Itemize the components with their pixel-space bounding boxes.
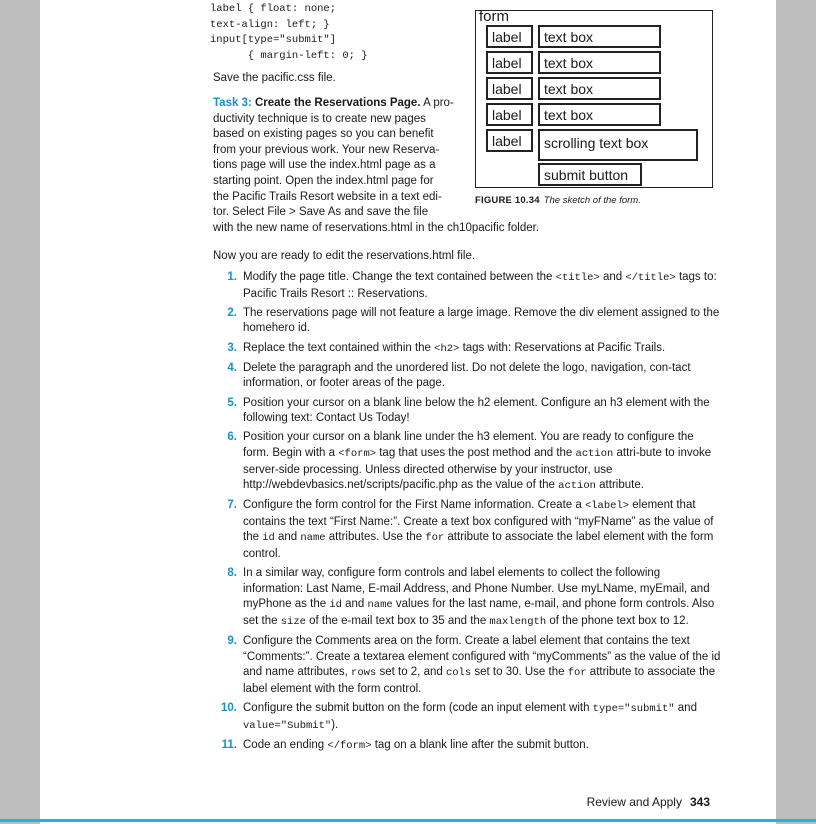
- step-text: attributes. Use the: [325, 531, 426, 544]
- step-text: Modify the page title. Change the text contained between the: [243, 271, 556, 283]
- sketch-text-box: text box: [538, 25, 661, 48]
- inline-code: </title>: [625, 272, 676, 284]
- figure-caption-text: The sketch of the form.: [543, 195, 641, 206]
- step-number: 9.: [227, 635, 237, 648]
- step-item: [213, 396, 723, 427]
- step-number: 3.: [227, 341, 237, 354]
- sketch-scrolling-text-box: scrolling text box: [538, 129, 698, 161]
- step-item: [213, 306, 723, 337]
- step-number: 10.: [221, 702, 237, 715]
- inline-code: id: [262, 532, 275, 545]
- step-item: [213, 738, 723, 755]
- step-text: Configure the submit button on the form (code an input element with: [243, 702, 593, 715]
- step-text: of the e-mail text box to 35 and the: [305, 615, 490, 628]
- step-number: 8.: [227, 567, 237, 580]
- step-number: 6.: [227, 431, 237, 444]
- step-number: 2.: [227, 306, 237, 319]
- task-label: Task 3:: [213, 97, 252, 109]
- inline-code: action: [558, 480, 596, 493]
- sketch-text-box: text box: [538, 51, 661, 74]
- sketch-text-box: text box: [538, 103, 661, 126]
- step-text: tags to: Pacific Trails Resort :: Reservations.: [243, 271, 717, 300]
- step-item: [213, 634, 723, 697]
- code-line: label { float: none;: [210, 3, 337, 15]
- task-line: tor. Select File > Save As and save the file: [213, 206, 429, 219]
- step-text: Code an ending: [243, 738, 328, 751]
- footer-section: Review and Apply: [586, 795, 682, 809]
- inline-code: <h2>: [434, 342, 460, 355]
- inline-code: <label>: [584, 500, 630, 513]
- step-text: and: [341, 598, 368, 611]
- step-number: 1.: [227, 271, 237, 283]
- sketch-title: form: [479, 8, 509, 25]
- footer-rule: [0, 819, 816, 822]
- step-text: ).: [331, 718, 339, 731]
- step-item: [213, 430, 723, 494]
- inline-code: value="Submit": [243, 719, 332, 732]
- sketch-label-box: label: [486, 103, 533, 126]
- step-text: Configure the form control for the First Name information. Create a: [243, 499, 585, 512]
- task-line: ductivity technique is to create new pages: [213, 112, 426, 125]
- sketch-label-box: label: [486, 77, 533, 100]
- sketch-text-box: text box: [538, 77, 661, 100]
- inline-code: cols: [445, 667, 472, 680]
- task-title: Create the Reservations Page.: [254, 97, 421, 109]
- step-text: of the phone text box to 12.: [546, 615, 689, 628]
- task-line: from your previous work. Your new Reserva-: [213, 143, 440, 156]
- step-text: Position your cursor on a blank line below the h2 element. Configure an h3 element with the following text: Contact Us Today!: [243, 396, 710, 425]
- step-text: Configure the Comments area on the form. Create a label element that contains the text “Comments:”. Create a textarea element configured with “myComments” as the value of the id and name attributes,: [243, 635, 721, 679]
- step-text: element that contains the text “First Name:”. Create a text box configured with “myFName” as the value of the: [243, 499, 714, 544]
- step-text: Position your cursor on a blank line under the h3 element. You are ready to configure the form. Begin with a: [243, 431, 694, 459]
- step-item: [213, 341, 723, 358]
- inline-code: name: [367, 599, 393, 612]
- save-css-text: Save the pacific.css file.: [213, 72, 336, 84]
- step-text: set to 2, and: [376, 666, 446, 679]
- step-text: and: [274, 531, 301, 544]
- inline-code: </form>: [327, 739, 372, 752]
- figure-caption: [475, 195, 641, 206]
- css-code-block: [210, 2, 368, 64]
- inline-code: for: [425, 532, 445, 545]
- task-line: starting point. Open the index.html page for: [213, 174, 434, 187]
- inline-code: name: [300, 532, 326, 545]
- step-text: Replace the text contained within the: [243, 341, 435, 354]
- step-text: Delete the paragraph and the unordered list. Do not delete the logo, navigation, con-tact information, or footer areas of the page.: [243, 361, 691, 390]
- inline-code: id: [329, 599, 342, 612]
- step-number: 7.: [227, 499, 237, 512]
- sketch-submit-button: submit button: [538, 163, 642, 186]
- step-text: In a similar way, configure form controls and label elements to collect the following information: Last Name, E-mail Address, and Phone Number. Use myLName, myEmail, and myPhone as the: [243, 567, 710, 611]
- step-item: [213, 270, 723, 302]
- sketch-label-box: label: [486, 129, 533, 152]
- step-text: attribute to associate the label element with the form control.: [243, 666, 716, 695]
- step-item: [213, 498, 723, 562]
- step-text: values for the last name, e-mail, and phone form controls. Also set the: [243, 598, 715, 628]
- task-line: with the new name of reservations.html in the ch10pacific folder.: [213, 221, 540, 234]
- step-item: [213, 701, 723, 734]
- inline-code: size: [280, 616, 306, 629]
- step-item: [213, 566, 723, 630]
- code-line: { margin-left: 0; }: [210, 49, 368, 62]
- step-text: tag on a blank line after the submit button.: [371, 738, 589, 751]
- inline-code: for: [567, 667, 587, 680]
- task-line: A pro-: [423, 97, 454, 109]
- page-number: 343: [689, 795, 710, 809]
- step-text: attri-bute to invoke server-side processing. Unless directed otherwise by your instructor, use http://webdevbasics.net/scripts/pacific.php as the value of the: [243, 446, 712, 492]
- inline-code: type="submit": [592, 703, 675, 716]
- step-text: The reservations page will not feature a large image. Remove the div element assigned to the homehero id.: [243, 306, 720, 335]
- figure-number: FIGURE 10.34: [475, 195, 540, 206]
- step-text: and: [599, 271, 626, 283]
- inline-code: <form>: [338, 447, 377, 460]
- step-text: and: [674, 702, 697, 715]
- step-text: tag that uses the post method and the: [376, 446, 576, 459]
- sketch-label-box: label: [486, 51, 533, 74]
- sketch-label-box: label: [486, 25, 533, 48]
- inline-code: action: [575, 447, 614, 460]
- inline-code: rows: [351, 667, 377, 680]
- step-number: 4.: [227, 361, 237, 374]
- code-line: text-align: left; }: [210, 18, 330, 31]
- step-text: tags with: Reservations at Pacific Trails.: [459, 341, 666, 354]
- task-line: tions page will use the index.html page as a: [213, 159, 436, 172]
- steps-list: [213, 270, 723, 758]
- ready-text: Now you are ready to edit the reservations.html file.: [213, 250, 476, 262]
- step-number: 5.: [227, 396, 237, 409]
- step-text: attribute to associate the label element with the form control.: [243, 531, 714, 561]
- step-text: set to 30. Use the: [471, 666, 568, 679]
- step-text: attribute.: [595, 479, 644, 492]
- page-footer: [587, 795, 710, 809]
- inline-code: <title>: [555, 272, 600, 284]
- task-line: the Pacific Trails Resort website in a text edi-: [213, 190, 442, 203]
- task-line: based on existing pages so you can benefit: [213, 128, 434, 141]
- step-number: 11.: [221, 738, 237, 751]
- inline-code: maxlength: [489, 616, 547, 629]
- form-sketch: [475, 10, 713, 188]
- code-line: input[type="submit"]: [210, 34, 337, 46]
- step-item: [213, 361, 723, 392]
